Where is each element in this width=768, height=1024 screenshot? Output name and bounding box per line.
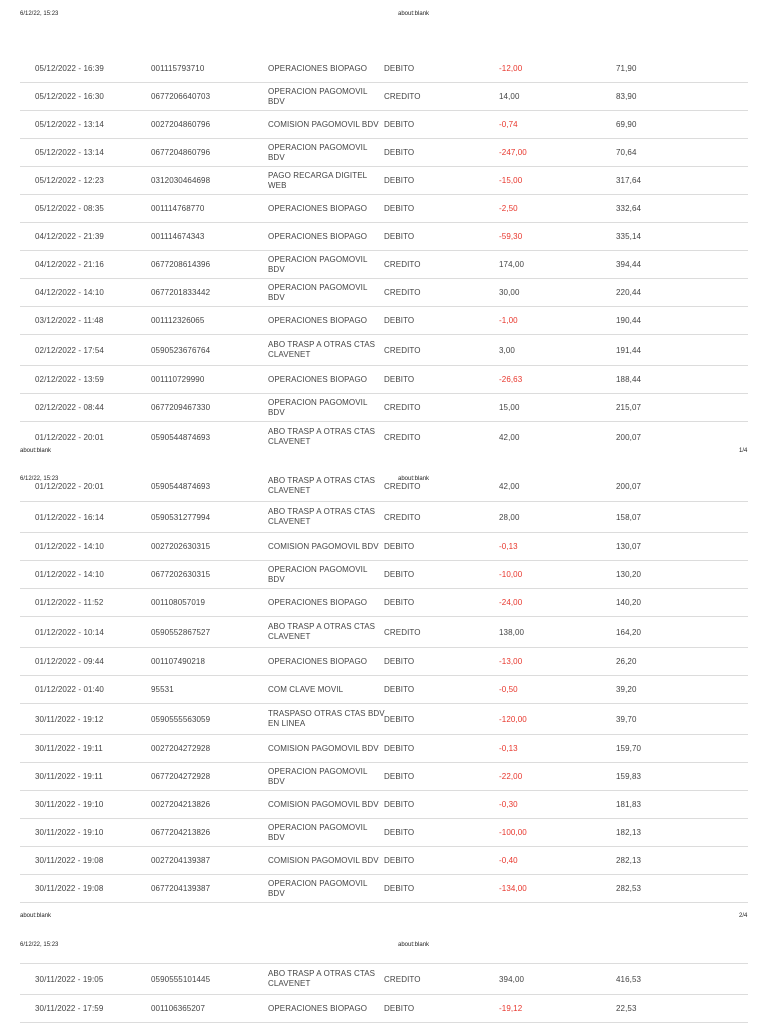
transaction-type: CREDITO xyxy=(384,288,421,297)
transaction-balance: 200,07 xyxy=(616,481,642,491)
table-row xyxy=(20,335,748,366)
transaction-reference: 0590552867527 xyxy=(151,627,211,637)
transaction-amount: -0,50 xyxy=(499,685,518,694)
transaction-date: 30/11/2022 - 19:08 xyxy=(35,884,104,893)
pdf-page-2 xyxy=(0,472,768,920)
transaction-reference: 0677204272928 xyxy=(151,772,211,781)
page-header-datetime: 6/12/22, 15:23 xyxy=(20,476,59,482)
table-row xyxy=(20,875,748,903)
transaction-balance: 220,44 xyxy=(616,288,642,297)
transaction-description: OPERACIONES BIOPAGO xyxy=(268,597,368,607)
transaction-type: DEBITO xyxy=(384,120,415,129)
transaction-balance: 159,83 xyxy=(616,772,642,781)
transaction-type: DEBITO xyxy=(384,856,415,865)
transaction-balance: 181,83 xyxy=(616,800,642,809)
transaction-date: 02/12/2022 - 13:59 xyxy=(35,375,104,384)
transaction-description: OPERACION PAGOMOVIL BDV xyxy=(268,254,368,274)
table-row xyxy=(20,195,748,223)
table-row xyxy=(20,55,748,83)
transaction-description: COMISION PAGOMOVIL BDV xyxy=(268,119,379,129)
transaction-type: DEBITO xyxy=(384,570,415,579)
transaction-type: DEBITO xyxy=(384,744,415,753)
table-row xyxy=(20,111,748,139)
transaction-balance: 158,07 xyxy=(616,512,642,522)
transactions-table xyxy=(20,472,748,903)
transaction-balance: 26,20 xyxy=(616,657,637,666)
transaction-amount: 42,00 xyxy=(499,432,520,442)
transaction-balance: 282,13 xyxy=(616,856,642,865)
transaction-amount: -19,12 xyxy=(499,1004,523,1013)
transaction-date: 05/12/2022 - 08:35 xyxy=(35,204,104,213)
transaction-balance: 200,07 xyxy=(616,432,642,442)
table-row xyxy=(20,307,748,335)
transaction-balance: 282,53 xyxy=(616,884,642,893)
transaction-description: ABO TRASP A OTRAS CTAS CLAVENET xyxy=(268,340,376,359)
transaction-reference: 0677204213826 xyxy=(151,828,211,837)
transaction-type: CREDITO xyxy=(384,345,421,355)
transaction-balance: 39,20 xyxy=(616,685,637,694)
transaction-date: 30/11/2022 - 19:08 xyxy=(35,856,104,865)
transaction-amount: 394,00 xyxy=(499,974,525,984)
transaction-description: ABO TRASP A OTRAS CTAS CLAVENET xyxy=(268,476,376,495)
table-row xyxy=(20,847,748,875)
transaction-date: 02/12/2022 - 17:54 xyxy=(35,345,104,355)
table-row xyxy=(20,735,748,763)
transaction-date: 05/12/2022 - 16:30 xyxy=(35,92,104,101)
transaction-amount: -0,74 xyxy=(499,120,518,129)
transaction-reference: 0677204139387 xyxy=(151,884,211,893)
page-header-datetime: 6/12/22, 15:23 xyxy=(20,942,59,948)
transaction-description: OPERACIONES BIOPAGO xyxy=(268,1003,368,1013)
transaction-type: DEBITO xyxy=(384,598,415,607)
transaction-balance: 130,07 xyxy=(616,542,642,551)
table-row xyxy=(20,617,748,648)
transaction-type: CREDITO xyxy=(384,403,421,412)
transaction-type: DEBITO xyxy=(384,884,415,893)
transaction-balance: 191,44 xyxy=(616,345,642,355)
transaction-date: 01/12/2022 - 20:01 xyxy=(35,432,104,442)
transaction-date: 01/12/2022 - 14:10 xyxy=(35,570,104,579)
page-footer-label: about:blank xyxy=(20,448,52,452)
transaction-description: OPERACION PAGOMOVIL BDV xyxy=(268,822,368,842)
transaction-balance: 83,90 xyxy=(616,92,637,101)
transaction-description: OPERACION PAGOMOVIL BDV xyxy=(268,878,368,898)
transaction-type: CREDITO xyxy=(384,260,421,269)
transaction-reference: 0590544874693 xyxy=(151,432,211,442)
transaction-amount: -10,00 xyxy=(499,570,523,579)
transaction-type: CREDITO xyxy=(384,432,421,442)
transaction-reference: 0027204139387 xyxy=(151,856,211,865)
transaction-description: OPERACIONES BIOPAGO xyxy=(268,203,368,213)
transaction-reference: 0677206640703 xyxy=(151,92,211,101)
transaction-description: COMISION PAGOMOVIL BDV xyxy=(268,541,379,551)
transaction-date: 05/12/2022 - 16:39 xyxy=(35,64,104,73)
transaction-date: 30/11/2022 - 19:05 xyxy=(35,974,104,984)
transaction-type: CREDITO xyxy=(384,92,421,101)
transaction-amount: -13,00 xyxy=(499,657,523,666)
transaction-type: DEBITO xyxy=(384,176,415,185)
transaction-description: COMISION PAGOMOVIL BDV xyxy=(268,855,379,865)
transaction-date: 01/12/2022 - 14:10 xyxy=(35,542,104,551)
transaction-amount: -1,00 xyxy=(499,316,518,325)
transaction-type: DEBITO xyxy=(384,232,415,241)
transaction-date: 03/12/2022 - 11:48 xyxy=(35,316,104,325)
transaction-balance: 182,13 xyxy=(616,828,642,837)
transaction-date: 05/12/2022 - 12:23 xyxy=(35,176,104,185)
table-row xyxy=(20,167,748,195)
transaction-amount: -12,00 xyxy=(499,64,523,73)
transaction-balance: 70,64 xyxy=(616,148,637,157)
page-footer-number: 1/4 xyxy=(739,448,748,452)
transaction-type: CREDITO xyxy=(384,627,421,637)
transaction-amount: 3,00 xyxy=(499,345,515,355)
transaction-reference: 0677209467330 xyxy=(151,403,211,412)
transaction-description: OPERACION PAGOMOVIL BDV xyxy=(268,564,368,584)
transaction-reference: 0590531277994 xyxy=(151,512,211,522)
transaction-amount: -0,40 xyxy=(499,856,518,865)
transaction-reference: 0027204272928 xyxy=(151,744,211,753)
transaction-balance: 159,70 xyxy=(616,744,642,753)
transaction-balance: 188,44 xyxy=(616,375,642,384)
transaction-date: 02/12/2022 - 08:44 xyxy=(35,403,104,412)
transaction-type: DEBITO xyxy=(384,772,415,781)
transaction-reference: 0677202630315 xyxy=(151,570,211,579)
transaction-amount: 174,00 xyxy=(499,260,525,269)
transaction-type: DEBITO xyxy=(384,542,415,551)
transaction-amount: 28,00 xyxy=(499,512,520,522)
transaction-reference: 001114674343 xyxy=(151,232,205,241)
transaction-description: ABO TRASP A OTRAS CTAS CLAVENET xyxy=(268,969,376,988)
transaction-date: 01/12/2022 - 20:01 xyxy=(35,481,104,491)
table-row xyxy=(20,819,748,847)
transaction-description: OPERACIONES BIOPAGO xyxy=(268,656,368,666)
transaction-type: DEBITO xyxy=(384,657,415,666)
transaction-amount: 138,00 xyxy=(499,627,525,637)
transaction-type: CREDITO xyxy=(384,481,421,491)
transaction-type: DEBITO xyxy=(384,800,415,809)
transaction-reference: 001108057019 xyxy=(151,598,205,607)
transaction-balance: 416,53 xyxy=(616,974,642,984)
transaction-description: COMISION PAGOMOVIL BDV xyxy=(268,799,379,809)
transaction-date: 01/12/2022 - 10:14 xyxy=(35,627,104,637)
pdf-page-3 xyxy=(0,936,768,1024)
table-row xyxy=(20,763,748,791)
table-row xyxy=(20,472,748,502)
transaction-date: 30/11/2022 - 19:11 xyxy=(35,744,103,753)
transaction-description: COM CLAVE MOVIL xyxy=(268,684,344,694)
transaction-date: 04/12/2022 - 14:10 xyxy=(35,288,104,297)
transaction-type: DEBITO xyxy=(384,714,415,724)
transaction-description: OPERACION PAGOMOVIL BDV xyxy=(268,282,368,302)
transaction-date: 30/11/2022 - 19:11 xyxy=(35,772,103,781)
transaction-date: 30/11/2022 - 17:59 xyxy=(35,1004,104,1013)
page-header-title: about:blank xyxy=(398,476,430,482)
transaction-amount: 30,00 xyxy=(499,288,520,297)
transaction-description: OPERACION PAGOMOVIL BDV xyxy=(268,766,368,786)
transaction-reference: 0590523676764 xyxy=(151,345,211,355)
transaction-balance: 332,64 xyxy=(616,204,642,213)
transaction-description: OPERACION PAGOMOVIL BDV xyxy=(268,142,368,162)
transaction-amount: -247,00 xyxy=(499,148,527,157)
transaction-balance: 69,90 xyxy=(616,120,637,129)
transaction-date: 01/12/2022 - 09:44 xyxy=(35,657,104,666)
transaction-description: OPERACION PAGOMOVIL BDV xyxy=(268,397,368,417)
transaction-balance: 39,70 xyxy=(616,714,637,724)
transaction-amount: -15,00 xyxy=(499,176,523,185)
transaction-amount: 15,00 xyxy=(499,403,520,412)
table-row xyxy=(20,589,748,617)
transaction-description: OPERACIONES BIOPAGO xyxy=(268,63,368,73)
transaction-date: 04/12/2022 - 21:39 xyxy=(35,232,104,241)
transaction-type: DEBITO xyxy=(384,316,415,325)
table-row xyxy=(20,502,748,533)
transaction-balance: 140,20 xyxy=(616,598,642,607)
page-header-title: about:blank xyxy=(398,11,430,17)
table-row xyxy=(20,394,748,422)
transaction-amount: -100,00 xyxy=(499,828,527,837)
table-row xyxy=(20,648,748,676)
transaction-reference: 0027204860796 xyxy=(151,120,211,129)
transaction-date: 30/11/2022 - 19:10 xyxy=(35,800,104,809)
table-row xyxy=(20,676,748,704)
transaction-description: ABO TRASP A OTRAS CTAS CLAVENET xyxy=(268,622,376,641)
transaction-type: DEBITO xyxy=(384,685,415,694)
transaction-reference: 0677204860796 xyxy=(151,148,211,157)
transaction-amount: 42,00 xyxy=(499,481,520,491)
transaction-reference: 0590555563059 xyxy=(151,714,211,724)
transaction-type: DEBITO xyxy=(384,148,415,157)
transaction-amount: -2,50 xyxy=(499,204,518,213)
transactions-table xyxy=(20,963,748,1023)
transaction-description: OPERACIONES BIOPAGO xyxy=(268,231,368,241)
table-row xyxy=(20,995,748,1023)
transaction-description: ABO TRASP A OTRAS CTAS CLAVENET xyxy=(268,507,376,526)
transaction-reference: 0590544874693 xyxy=(151,481,211,491)
transaction-balance: 164,20 xyxy=(616,627,642,637)
transaction-reference: 001106365207 xyxy=(151,1004,205,1013)
transaction-reference: 001114768770 xyxy=(151,204,205,213)
table-row xyxy=(20,279,748,307)
transaction-amount: -120,00 xyxy=(499,714,527,724)
table-row xyxy=(20,704,748,735)
transaction-type: CREDITO xyxy=(384,974,421,984)
transaction-amount: -0,13 xyxy=(499,744,518,753)
transaction-date: 30/11/2022 - 19:10 xyxy=(35,828,104,837)
transaction-reference: 001115793710 xyxy=(151,64,205,73)
transaction-reference: 001107490218 xyxy=(151,657,205,666)
transaction-description: TRASPASO OTRAS CTAS BDV EN LINEA xyxy=(268,709,385,728)
transaction-description: PAGO RECARGA DIGITEL WEB xyxy=(268,170,367,190)
page-header-title: about:blank xyxy=(398,942,430,948)
table-row xyxy=(20,251,748,279)
transaction-reference: 001112326065 xyxy=(151,316,205,325)
page-footer-label: about:blank xyxy=(20,913,52,919)
transaction-balance: 335,14 xyxy=(616,232,642,241)
transaction-type: CREDITO xyxy=(384,512,421,522)
transaction-balance: 215,07 xyxy=(616,403,642,412)
transaction-date: 30/11/2022 - 19:12 xyxy=(35,714,104,724)
transaction-date: 01/12/2022 - 16:14 xyxy=(35,512,104,522)
transaction-date: 01/12/2022 - 11:52 xyxy=(35,598,104,607)
transaction-reference: 0312030464698 xyxy=(151,176,211,185)
transaction-description: ABO TRASP A OTRAS CTAS CLAVENET xyxy=(268,427,376,446)
table-row xyxy=(20,223,748,251)
transaction-reference: 001110729990 xyxy=(151,375,205,384)
transaction-amount: -0,13 xyxy=(499,542,518,551)
transaction-reference: 0677201833442 xyxy=(151,288,211,297)
page-footer-number: 2/4 xyxy=(739,913,748,919)
transaction-amount: -59,30 xyxy=(499,232,523,241)
transaction-description: OPERACIONES BIOPAGO xyxy=(268,374,368,384)
transaction-type: DEBITO xyxy=(384,375,415,384)
transaction-balance: 71,90 xyxy=(616,64,637,73)
transaction-type: DEBITO xyxy=(384,64,415,73)
table-row xyxy=(20,964,748,995)
transaction-date: 05/12/2022 - 13:14 xyxy=(35,148,104,157)
table-row xyxy=(20,561,748,589)
transaction-amount: -134,00 xyxy=(499,884,527,893)
pdf-page-1 xyxy=(0,0,768,452)
transaction-balance: 190,44 xyxy=(616,316,642,325)
transaction-balance: 394,44 xyxy=(616,260,642,269)
table-row xyxy=(20,791,748,819)
table-row xyxy=(20,422,748,452)
transaction-balance: 130,20 xyxy=(616,570,642,579)
transaction-amount: -22,00 xyxy=(499,772,523,781)
transactions-table xyxy=(20,55,748,452)
transaction-amount: -24,00 xyxy=(499,598,523,607)
transaction-description: OPERACIONES BIOPAGO xyxy=(268,315,368,325)
transaction-amount: -26,63 xyxy=(499,375,523,384)
transaction-type: DEBITO xyxy=(384,828,415,837)
transaction-type: DEBITO xyxy=(384,1004,415,1013)
table-row xyxy=(20,533,748,561)
transaction-reference: 95531 xyxy=(151,685,174,694)
transaction-amount: -0,30 xyxy=(499,800,518,809)
transaction-type: DEBITO xyxy=(384,204,415,213)
transaction-balance: 22,53 xyxy=(616,1004,637,1013)
transaction-date: 05/12/2022 - 13:14 xyxy=(35,120,104,129)
transaction-reference: 0677208614396 xyxy=(151,260,211,269)
table-row xyxy=(20,139,748,167)
transaction-amount: 14,00 xyxy=(499,92,520,101)
transaction-balance: 317,64 xyxy=(616,176,642,185)
transaction-reference: 0027204213826 xyxy=(151,800,211,809)
page-header-datetime: 6/12/22, 15:23 xyxy=(20,11,59,17)
table-row xyxy=(20,366,748,394)
table-row xyxy=(20,83,748,111)
transaction-reference: 0590555101445 xyxy=(151,974,211,984)
transaction-date: 04/12/2022 - 21:16 xyxy=(35,260,104,269)
transaction-description: OPERACION PAGOMOVIL BDV xyxy=(268,86,368,106)
transaction-date: 01/12/2022 - 01:40 xyxy=(35,685,104,694)
transaction-reference: 0027202630315 xyxy=(151,542,211,551)
transaction-description: COMISION PAGOMOVIL BDV xyxy=(268,743,379,753)
